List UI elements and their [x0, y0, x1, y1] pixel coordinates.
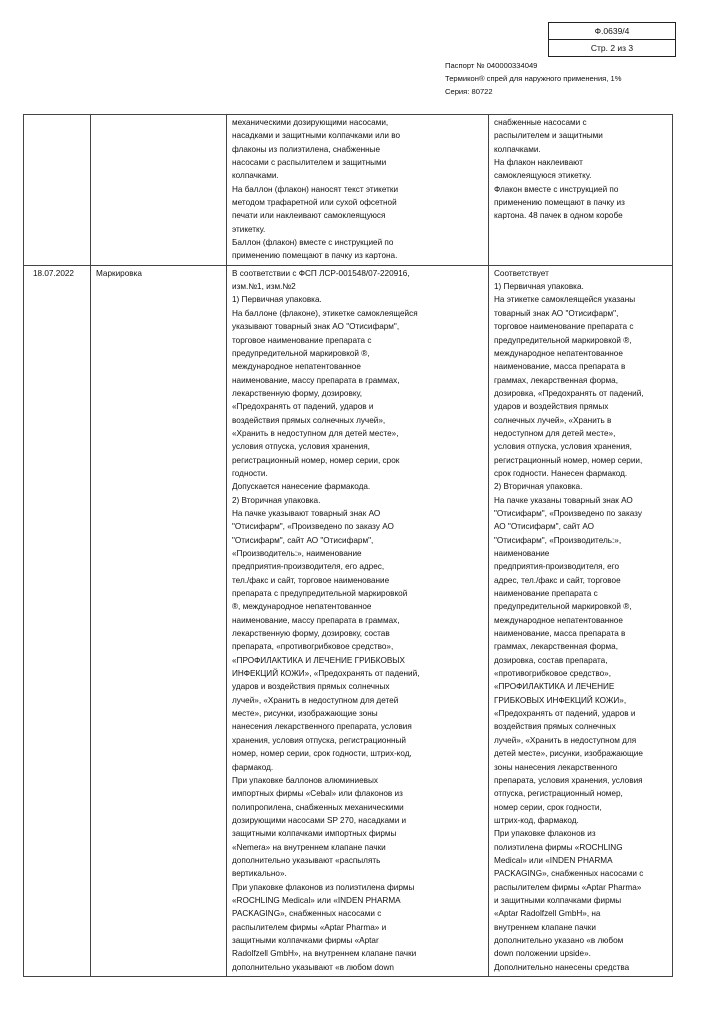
requirement-cell [227, 115, 489, 266]
text-line: PACKAGING», снабженных насосами с [232, 909, 382, 919]
text-line: регистрационный номер, номер серии, [494, 455, 643, 465]
text-line: ГРИБКОВЫХ ИНФЕКЦИЙ КОЖИ», [494, 695, 627, 705]
text-line: хранения, условия отпуска, регистрационный [232, 735, 406, 745]
series-number: Серия: 80722 [445, 87, 493, 96]
table-row [24, 265, 673, 976]
text-line: изм.№1, изм.№2 [232, 282, 296, 292]
text-line: печати или наклеивают самоклеящуюся [232, 211, 386, 221]
text-line: При упаковке баллонов алюминиевых [232, 775, 378, 785]
text-line: Medical» или «INDEN PHARMA [494, 855, 613, 865]
text-line: Флакон вместе с инструкцией по [494, 184, 619, 194]
text-line: предупредительной маркировкой ®, [232, 348, 370, 358]
text-line: 1) Первичная упаковка. [494, 282, 584, 292]
text-line: насадками и защитными колпачками или во [232, 131, 401, 141]
text-line: «Хранить в недоступном для детей месте», [232, 428, 399, 438]
text-line: На баллоне (флаконе), этикетке самоклеящейся [232, 308, 418, 318]
text-line: ударов и воздействия прямых [494, 402, 609, 412]
text-line: дозирующими насосами SP 270, насадками и [232, 815, 407, 825]
text-line: указывают товарный знак АО "Отисифарм", [232, 322, 400, 332]
passport-header [445, 59, 622, 98]
indicator-cell: Маркировка [91, 265, 227, 976]
text-line: Radolfzell GmbH», на внутреннем клапане пачки [232, 949, 417, 959]
text-line: международное непатентованное [232, 362, 361, 372]
text-line: Баллон (флакон) вместе с инструкцией по [232, 238, 394, 248]
text-line: граммах, лекарственная форма, [494, 642, 619, 652]
text-line: международное непатентованное [494, 348, 623, 358]
text-line: наименование препарата с [494, 589, 598, 599]
text-line: дополнительно указано «в любом [494, 935, 624, 945]
text-line: Соответствует [494, 268, 549, 278]
text-line: отпуска, регистрационный номер, [494, 789, 623, 799]
text-line: препарата, условия хранения, условия [494, 775, 643, 785]
text-line: предприятия-производителя, его [494, 562, 620, 572]
text-line: «ПРОФИЛАКТИКА И ЛЕЧЕНИЕ ГРИБКОВЫХ [232, 655, 406, 665]
text-line: наименование [494, 549, 550, 558]
text-line: лекарственную форму, дозировку, состав [232, 629, 390, 639]
requirement-cell [227, 265, 489, 976]
text-line: номер, номер серии, срок годности, штрих-код, [232, 749, 412, 759]
text-line: «Aptar Radolfzell GmbH», на [494, 909, 601, 919]
text-line: детей месте», рисунки, изображающие [494, 749, 643, 759]
text-line: международное непатентованное [494, 615, 623, 625]
table-row [24, 115, 673, 266]
text-line: механическими дозирующими насосами, [232, 118, 389, 127]
text-line: дополнительно указывают «распылять [232, 855, 381, 865]
text-line: штрих-код, фармакод. [494, 815, 579, 825]
form-code-box [548, 22, 676, 57]
text-line: применению помещают в пачку из картона. [232, 251, 398, 261]
text-line: дозировка, «Предохранять от падений, [494, 388, 644, 398]
product-name: Термикон® спрей для наружного применения, 1% [445, 74, 622, 83]
text-line: годности. [232, 468, 268, 478]
text-line: "Отисифарм", «Производитель:», [494, 535, 622, 545]
text-line: down положении upside». [494, 949, 591, 959]
text-line: На пачке указывают товарный знак АО [232, 508, 381, 518]
text-line: наименование, массу препарата в граммах, [232, 375, 400, 385]
text-line: товарный знак АО "Отисифарм", [494, 308, 619, 318]
text-line: На пачке указаны товарный знак АО [494, 495, 633, 505]
text-line: На баллон (флакон) наносят текст этикетки [232, 184, 399, 194]
text-line: воздействия прямых солнечных лучей», [232, 415, 386, 425]
text-line: регистрационный номер, номер серии, срок [232, 455, 400, 465]
text-line: импортных фирмы «Cebal» или флаконов из [232, 789, 403, 799]
text-line: При упаковке флаконов из [494, 829, 596, 839]
text-line: «ROCHLING Medical» или «INDEN PHARMA [232, 895, 401, 905]
text-line: флаконы из полиэтилена, снабженные [232, 144, 381, 154]
text-line: «Производитель:», наименование [232, 549, 362, 558]
text-line: защитными колпачками импортных фирмы [232, 829, 397, 839]
text-line: самоклеящуюся этикетку. [494, 171, 592, 181]
text-line: колпачками. [232, 171, 279, 181]
text-line: внутреннем клапане пачки [494, 922, 596, 932]
text-line: условия отпуска, условия хранения, [232, 442, 370, 452]
text-line: Допускается нанесение фармакода. [232, 482, 371, 492]
text-line: препарата с предупредительной маркировкой [232, 589, 408, 599]
text-line: лучей», «Хранить в недоступном для детей [232, 695, 399, 705]
text-line: полипропилена, снабженных механическими [232, 802, 404, 812]
text-line: предупредительной маркировкой ®, [494, 335, 632, 345]
text-line: условия отпуска, условия хранения, [494, 442, 632, 452]
text-line: «Предохранять от падений, ударов и [494, 709, 636, 719]
text-line: номер серии, срок годности, [494, 802, 602, 812]
text-line: снабженные насосами с [494, 118, 587, 127]
text-line: распылителем фирмы «Aptar Pharma» и [232, 922, 387, 932]
form-code: Ф.0639/4 [594, 26, 630, 36]
text-line: ®, международное непатентованное [232, 602, 372, 612]
date-cell: 18.07.2022 [24, 265, 91, 976]
text-line: PACKAGING», снабженных насосами с [494, 869, 644, 879]
text-line: зоны нанесения лекарственного [494, 762, 618, 772]
result-cell [489, 265, 673, 976]
page-number: Стр. 2 из 3 [549, 39, 675, 56]
text-line: предприятия-производителя, его адрес, [232, 562, 385, 572]
text-line: тел./факс и сайт, торговое наименование [232, 575, 390, 585]
text-line: На флакон наклеивают [494, 158, 583, 168]
text-line: АО "Отисифарм", сайт АО [494, 522, 595, 532]
text-line: нанесения лекарственного препарата, условия [232, 722, 412, 732]
text-line: «Предохранять от падений, ударов и [232, 402, 374, 412]
text-line: «Nemera» на внутреннем клапане пачки [232, 842, 386, 852]
indicator-cell [91, 115, 227, 266]
text-line: защитными колпачками фирмы «Aptar [232, 935, 379, 945]
text-line: фармакод. [232, 762, 274, 772]
text-line: срок годности. Нанесен фармакод. [494, 468, 628, 478]
text-line: распылителем и защитными [494, 131, 603, 141]
text-line: В соответствии с ФСП ЛСР-001548/07-220916, [232, 268, 410, 278]
text-line: насосами с распылителем и защитными [232, 158, 387, 168]
text-line: адрес, тел./факс и сайт, торговое [494, 575, 621, 585]
text-line: При упаковке флаконов из полиэтилена фирмы [232, 882, 415, 892]
text-line: наименование, масса препарата в [494, 362, 626, 372]
text-line: воздействия прямых солнечных [494, 722, 616, 732]
text-line: распылителем фирмы «Aptar Pharma» [494, 882, 642, 892]
text-line: граммах, лекарственная форма, [494, 375, 619, 385]
text-line: 2) Вторичная упаковка. [232, 495, 321, 505]
text-line: ИНФЕКЦИЙ КОЖИ», «Предохранять от падений, [232, 669, 420, 679]
text-line: этикетку. [232, 224, 266, 234]
text-line: препарата, «противогрибковое средство», [232, 642, 394, 652]
text-line: «противогрибковое средство», [494, 669, 611, 679]
text-line: 2) Вторичная упаковка. [494, 482, 583, 492]
text-line: картона. 48 пачек в одном коробе [494, 211, 623, 221]
text-line: наименование, массу препарата в граммах, [232, 615, 400, 625]
text-line: методом трафаретной или сухой офсетной [232, 198, 397, 208]
text-line: лекарственную форму, дозировку, [232, 388, 363, 398]
text-line: На этикетке самоклеящейся указаны [494, 295, 636, 305]
text-line: применению помещают в пачку из [494, 198, 625, 208]
date-cell [24, 115, 91, 266]
text-line: месте», рисунки, изображающие зоны [232, 709, 378, 719]
text-line: "Отисифарм", «Произведено по заказу [494, 508, 642, 518]
text-line: ударов и воздействия прямых солнечных [232, 682, 390, 692]
text-line: полиэтилена фирмы «ROCHLING [494, 842, 623, 852]
text-line: дозировка, состав препарата, [494, 655, 608, 665]
text-line: наименование, масса препарата в [494, 629, 626, 639]
text-line: «ПРОФИЛАКТИКА И ЛЕЧЕНИЕ [494, 682, 615, 692]
text-line: дополнительно указывают «в любом down [232, 962, 394, 972]
text-line: "Отисифарм", сайт АО "Отисифарм", [232, 535, 374, 545]
text-line: "Отисифарм", «Произведено по заказу АО [232, 522, 394, 532]
result-cell [489, 115, 673, 266]
text-line: лучей», «Хранить в недоступном для [494, 735, 637, 745]
text-line: вертикально». [232, 869, 287, 879]
results-table [23, 114, 673, 977]
text-line: колпачками. [494, 144, 541, 154]
text-line: солнечных лучей», «Хранить в [494, 415, 612, 425]
text-line: 1) Первичная упаковка. [232, 295, 322, 305]
text-line: Дополнительно нанесены средства [494, 962, 630, 972]
text-line: и защитными колпачками фирмы [494, 895, 622, 905]
passport-number: Паспорт № 040000334049 [445, 61, 538, 70]
text-line: торговое наименование препарата с [494, 322, 634, 332]
text-line: недоступном для детей месте», [494, 428, 616, 438]
text-line: торговое наименование препарата с [232, 335, 372, 345]
text-line: предупредительной маркировкой ®, [494, 602, 632, 612]
